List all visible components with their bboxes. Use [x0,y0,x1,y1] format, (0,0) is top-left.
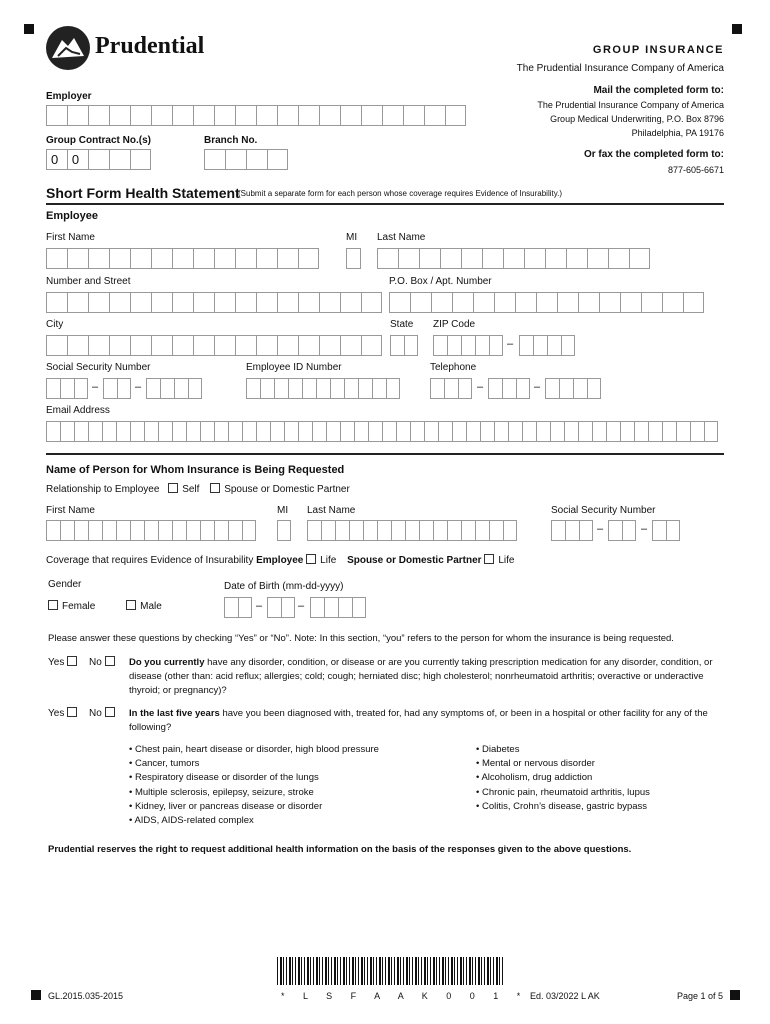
po-box-field[interactable] [389,292,704,313]
list-item: • Respiratory disease or disorder of the lungs [129,771,379,785]
ins-mi-field[interactable] [277,520,291,541]
self-checkbox[interactable] [168,483,178,493]
email-label: Email Address [46,405,110,416]
ssn-dash: – [597,523,604,535]
ins-last-name-field[interactable] [307,520,517,541]
gender-label: Gender [48,579,82,590]
phone-dash: – [534,381,541,393]
emp-first-name-label: First Name [46,232,95,243]
form-note: (Submit a separate form for each person whose coverage requires Evidence of Insurability.) [238,189,563,198]
ins-ssn-field-2[interactable] [608,520,636,541]
q1-no-checkbox[interactable] [105,656,115,666]
q2-yes-checkbox[interactable] [67,707,77,717]
zip-field[interactable] [433,335,503,356]
list-item: • Cancer, tumors [129,757,379,771]
company-name: The Prudential Insurance Company of America [516,63,724,74]
list-item: • AIDS, AIDS-related complex [129,814,379,828]
registration-mark [732,24,742,34]
form-number: GL.2015.035-2015 [48,991,124,1001]
registration-mark [730,990,740,1000]
list-item: • Multiple sclerosis, epilepsy, seizure, stroke [129,786,379,800]
spouse-life-checkbox[interactable] [484,554,494,564]
ssn-dash: – [92,381,99,393]
dob-dash: – [256,600,263,612]
insured-heading: Name of Person for Whom Insurance is Being Requested [46,464,345,476]
telephone-label: Telephone [430,362,477,373]
questions-intro: Please answer these questions by checking “Yes” or “No”. Note: In this section, “you” refers to the person for whom the insurance is being requested. [48,633,674,644]
zip-ext-field[interactable] [519,335,575,356]
emp-ssn-field-1[interactable] [46,378,88,399]
ins-first-name-field[interactable] [46,520,256,541]
ins-first-name-label: First Name [46,505,95,516]
ins-last-name-label: Last Name [307,505,356,516]
barcode-text: * L S F A A K 0 0 1 * [281,991,529,1001]
branch-label: Branch No. [204,135,258,146]
list-item: • Mental or nervous disorder [476,757,650,771]
rock-logo-icon [46,26,90,70]
emp-id-label: Employee ID Number [246,362,342,373]
dob-year-field[interactable] [310,597,366,618]
emp-mi-label: MI [346,232,358,243]
list-item: • Alcoholism, drug addiction [476,771,650,785]
relationship-row: Relationship to Employee Self Spouse or Domestic Partner [46,484,350,495]
page-number: Page 1 of 5 [677,991,724,1001]
list-item: • Diabetes [476,743,650,757]
fax-number: 877-605-6671 [667,165,724,175]
q2-no: No [89,707,119,719]
ins-ssn-field-1[interactable] [551,520,593,541]
registration-mark [24,24,34,34]
group-insurance-label: GROUP INSURANCE [592,44,724,56]
q1-yes-checkbox[interactable] [67,656,77,666]
employee-heading: Employee [46,210,98,222]
edition: Ed. 03/2022 L AK [530,991,600,1001]
divider [46,203,724,205]
list-item: • Chest pain, heart disease or disorder, high blood pressure [129,743,379,757]
street-label: Number and Street [46,276,131,287]
dob-day-field[interactable] [267,597,295,618]
po-box-label: P.O. Box / Apt. Number [389,276,492,287]
female-checkbox[interactable] [48,600,58,610]
telephone-field-2[interactable] [488,378,530,399]
emp-last-name-field[interactable] [377,248,650,269]
group-contract-label: Group Contract No.(s) [46,135,151,146]
gender-options: Female Male [48,600,162,612]
ssn-dash: – [135,381,142,393]
street-field[interactable] [46,292,382,313]
telephone-field-3[interactable] [545,378,601,399]
condition-list-left [129,743,379,828]
emp-ssn-field-3[interactable] [146,378,202,399]
form-title: Short Form Health Statement [46,185,240,201]
dob-month-field[interactable] [224,597,252,618]
divider [46,453,724,455]
ins-mi-label: MI [277,505,289,516]
dob-label: Date of Birth (mm-dd-yyyy) [224,581,344,592]
list-item: • Colitis, Crohn’s disease, gastric bypass [476,800,650,814]
group-contract-value: 0 0 [51,152,85,167]
barcode [277,957,503,985]
zip-label: ZIP Code [433,319,476,330]
city-field[interactable] [46,335,382,356]
emp-first-name-field[interactable] [46,248,319,269]
reserve-statement: Prudential reserves the right to request additional health information on the basis of the responses given to the above questions. [48,844,632,855]
employee-life-checkbox[interactable] [306,554,316,564]
male-checkbox[interactable] [126,600,136,610]
q1-yes: Yes [48,656,81,668]
registration-mark [31,990,41,1000]
city-label: City [46,319,64,330]
zip-dash: – [507,338,514,350]
list-item: • Kidney, liver or pancreas disease or disorder [129,800,379,814]
telephone-field-1[interactable] [430,378,472,399]
ins-ssn-label: Social Security Number [551,505,656,516]
question-2: In the last five years have you been diagnosed with, treated for, had any symptoms of, or been in a hospital or other facility for any of the following? [129,708,708,733]
question-1: Do you currently have any disorder, condition, or disease or are you currently taking prescription medication for any disorder, condition, or disease (other than: acid reflux; allergies; cold; cough; herniated disc; high cholesterol; nonrheumatoid arthritis; overactive or underactive thyroid; or pregnancy)? [129,657,713,696]
emp-last-name-label: Last Name [377,232,426,243]
spouse-checkbox[interactable] [210,483,220,493]
condition-list-right [476,743,650,814]
email-field[interactable] [46,421,718,442]
q2-no-checkbox[interactable] [105,707,115,717]
ssn-dash: – [641,523,648,535]
mail-address: The Prudential Insurance Company of America Group Medical Underwriting, P.O. Box 8796 Philadelphia, PA 19176 [537,100,724,138]
branch-field[interactable] [204,149,288,170]
coverage-row: Coverage that requires Evidence of Insurability Employee Life Spouse or Domestic Partner Life [46,555,515,566]
mail-title: Mail the completed form to: [593,85,724,96]
emp-ssn-field-2[interactable] [103,378,131,399]
state-label: State [390,319,414,330]
emp-id-field[interactable] [246,378,400,399]
state-field[interactable] [390,335,418,356]
phone-dash: – [477,381,484,393]
employer-field[interactable] [46,105,466,126]
emp-ssn-label: Social Security Number [46,362,151,373]
brand-name: Prudential [95,33,205,59]
dob-dash: – [298,600,305,612]
q2-yes: Yes [48,707,81,719]
fax-title: Or fax the completed form to: [583,149,724,160]
list-item: • Chronic pain, rheumatoid arthritis, lupus [476,786,650,800]
ins-ssn-field-3[interactable] [652,520,680,541]
employer-label: Employer [46,91,92,102]
q1-no: No [89,656,119,668]
emp-mi-field[interactable] [346,248,361,269]
